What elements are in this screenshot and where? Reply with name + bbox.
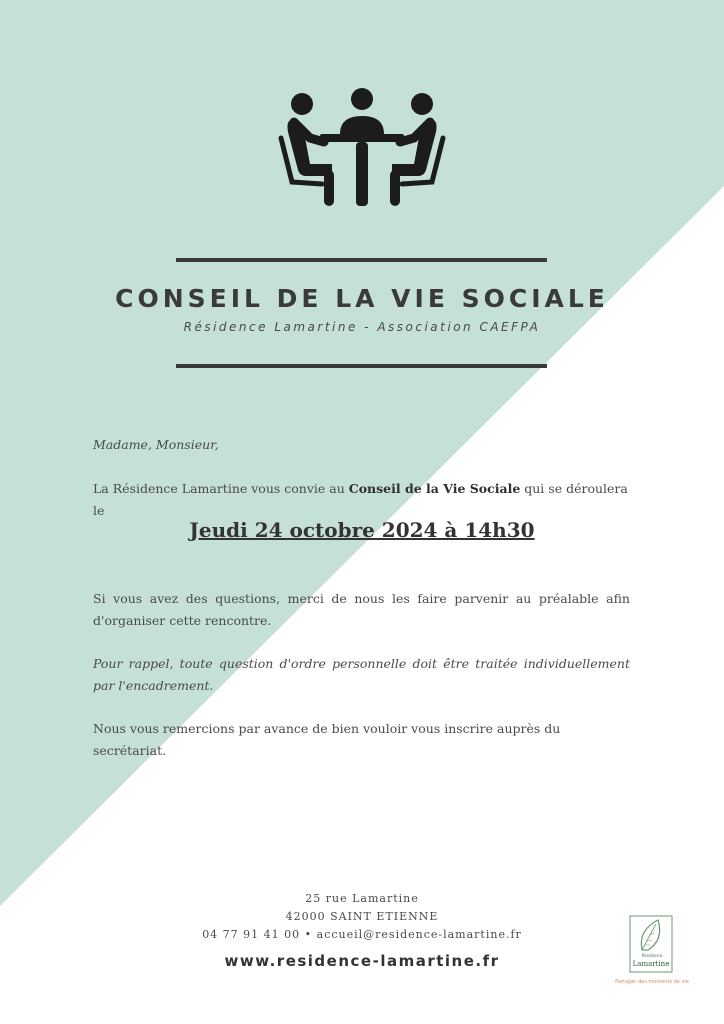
meeting-table-icon (276, 86, 448, 210)
invitation-text-start: La Résidence Lamartine vous convie au (93, 481, 349, 496)
logo-tagline: Partager des moments de vie (615, 979, 689, 985)
paragraph-thanks: Nous vous remercions par avance de bien vouloir vous inscrire auprès du secrétariat. (93, 721, 561, 758)
invitation-sentence (93, 478, 630, 522)
page-subtitle: Résidence Lamartine - Association CAEFPA (183, 320, 541, 334)
footer-address-city: 42000 SAINT ETIENNE (285, 910, 439, 923)
footer-address-street: 25 rue Lamartine (305, 892, 419, 905)
logo-small-text: Résidence (641, 953, 663, 958)
header-divider-bottom (176, 364, 547, 368)
logo-name: Lamartine (632, 960, 670, 968)
footer-contact[interactable]: 04 77 91 41 00 • accueil@residence-lamartine.fr (202, 928, 522, 941)
meeting-date: Jeudi 24 octobre 2024 à 14h30 (189, 518, 535, 542)
header-divider-top (176, 258, 547, 262)
page-title: CONSEIL DE LA VIE SOCIALE (115, 284, 609, 313)
invitation-text-end: qui se déroulera le (93, 481, 628, 518)
salutation: Madame, Monsieur, (93, 437, 219, 452)
footer-website-link[interactable]: www.residence-lamartine.fr (224, 952, 500, 970)
invitation-event-name: Conseil de la Vie Sociale (348, 481, 521, 496)
paragraph-reminder: Pour rappel, toute question d'ordre personnelle doit être traitée individuellement par l'encadrement. (93, 656, 630, 693)
paragraph-questions: Si vous avez des questions, merci de nous les faire parvenir au préalable afin d'organiser cette rencontre. (93, 591, 630, 628)
